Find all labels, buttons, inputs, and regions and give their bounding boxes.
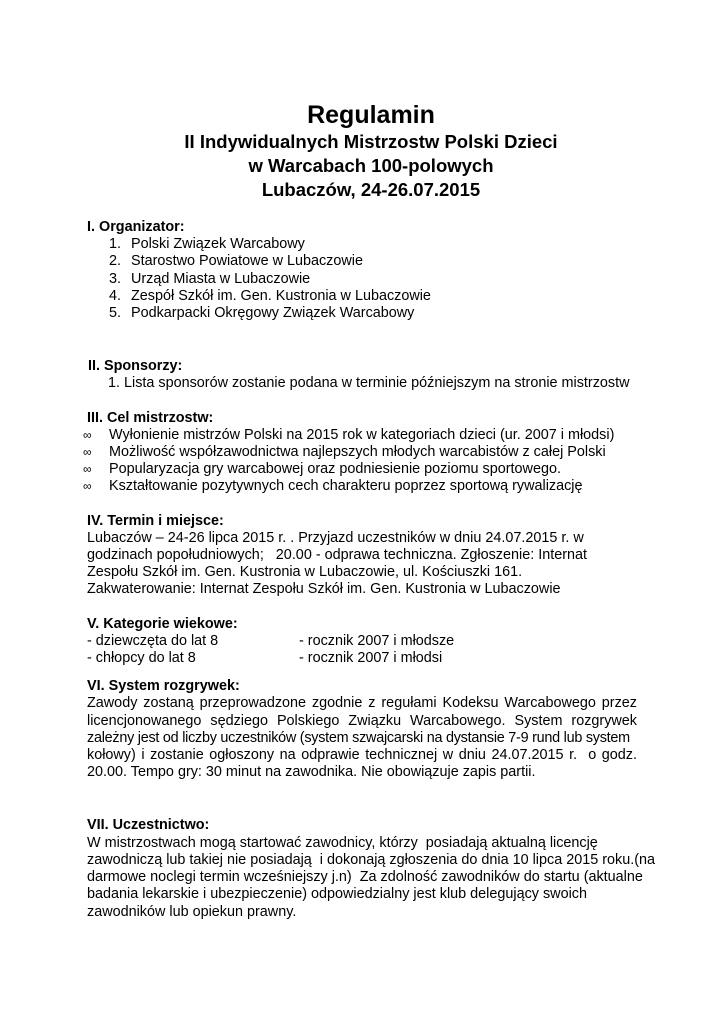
- item-number: 5.: [109, 305, 122, 322]
- text-line: Lubaczów – 24-26 lipca 2015 r. . Przyjazd uczestników w dniu 24.07.2015 r. w: [87, 529, 584, 546]
- organizer-list: [109, 236, 647, 322]
- text-line: 20.00. Tempo gry: 30 minut na zawodnika. Nie obowiązuje zapis partii.: [87, 764, 536, 781]
- text-line: W mistrzostwach mogą startować zawodnicy, którzy posiadają aktualną licencję: [87, 834, 598, 851]
- text-line: kołowy) i zostanie ogłoszony na odprawie technicznej w dniu 24.07.2015 r. o godz.: [87, 747, 637, 764]
- item-text: Urząd Miasta w Lubaczowie: [131, 270, 311, 287]
- infinity-bullet-icon: ∞: [83, 462, 92, 477]
- text-line: Zawody zostaną przeprowadzone zgodnie z regułami Kodeksu Warcabowego przez: [87, 695, 637, 712]
- item-number: 4.: [109, 287, 122, 304]
- list-item: [109, 305, 647, 322]
- category-name: - chłopcy do lat 8: [87, 650, 196, 667]
- document-title-block: [0, 100, 724, 202]
- category-year: - rocznik 2007 i młodsze: [299, 632, 455, 649]
- section-heading: IV. Termin i miejsce:: [87, 512, 224, 529]
- document-body: [83, 219, 656, 921]
- section-date-place: [87, 513, 647, 599]
- text-line: zależny jest od liczby uczestników (system szwajcarski na dystansie 7-9 rund lub system: [87, 729, 630, 746]
- text-line: Zakwaterowanie: Internat Zespołu Szkół im. Gen. Kustronia w Lubaczowie: [87, 581, 561, 598]
- item-text: Starostwo Powiatowe w Lubaczowie: [131, 253, 363, 270]
- section-system: [87, 678, 637, 781]
- item-number: 3.: [109, 270, 122, 287]
- list-item: [109, 288, 647, 305]
- section-age-categories: [87, 616, 647, 668]
- list-item: [83, 444, 647, 461]
- section-organizer: [87, 219, 647, 322]
- section-heading: II. Sponsorzy:: [88, 358, 183, 375]
- category-name: - dziewczęta do lat 8: [87, 632, 219, 649]
- subtitle-line: w Warcabach 100-polowych: [248, 155, 494, 176]
- category-row: [87, 650, 647, 667]
- list-item: [109, 271, 647, 288]
- infinity-bullet-icon: ∞: [83, 427, 92, 442]
- list-item: [83, 461, 647, 478]
- category-row: [87, 633, 647, 650]
- item-number: 2.: [109, 253, 122, 270]
- item-text: Zespół Szkół im. Gen. Kustronia w Lubaczowie: [131, 287, 431, 304]
- section-goal: [83, 409, 647, 496]
- section-heading: VI. System rozgrywek:: [87, 678, 240, 695]
- item-text: Możliwość współzawodnictwa najlepszych młodych warcabistów z całej Polski: [109, 444, 606, 461]
- item-text: Lista sponsorów zostanie podana w terminie późniejszym na stronie mistrzostw: [124, 375, 630, 392]
- item-text: Popularyzacja gry warcabowej oraz podniesienie poziomu sportowego.: [109, 461, 561, 478]
- goal-list: [83, 426, 647, 496]
- list-item: [109, 253, 647, 270]
- sponsors-list: [108, 375, 647, 392]
- text-line: zawodników lub opiekun prawny.: [87, 903, 297, 920]
- text-line: godzinach popołudniowych; 20.00 - odprawa techniczna. Zgłoszenie: Internat: [87, 547, 587, 564]
- list-item: [108, 375, 647, 392]
- item-text: Wyłonienie mistrzów Polski na 2015 rok w kategoriach dzieci (ur. 2007 i młodsi): [109, 426, 615, 443]
- section-heading: VII. Uczestnictwo:: [87, 817, 210, 834]
- section-participants: [87, 817, 656, 920]
- section-heading: III. Cel mistrzostw:: [87, 409, 214, 426]
- list-item: [83, 427, 647, 444]
- text-line: badania lekarskie i ubezpieczenie) odpowiedzialny jest klub delegujący swoich: [87, 886, 587, 903]
- section-heading: I. Organizator:: [87, 219, 185, 235]
- text-line: licencjonowanego sędziego Polskiego Związku Warcabowego. System rozgrywek: [87, 712, 637, 729]
- item-number: 1.: [109, 236, 122, 253]
- section-heading: V. Kategorie wiekowe:: [87, 615, 238, 632]
- text-line: Zespołu Szkół im. Gen. Kustronia w Lubaczowie, ul. Kościuszki 161.: [87, 564, 523, 581]
- document-title: Regulamin: [307, 101, 435, 129]
- infinity-bullet-icon: ∞: [83, 479, 92, 494]
- subtitle-line: Lubaczów, 24-26.07.2015: [261, 179, 481, 200]
- category-year: - rocznik 2007 i młodsi: [299, 650, 443, 667]
- item-number: 1.: [108, 375, 121, 392]
- text-line: zawodniczą lub takiej nie posiadają i dokonają zgłoszenia do dnia 10 lipca 2015 roku.(na: [87, 851, 656, 868]
- list-item: [83, 478, 647, 495]
- item-text: Kształtowanie pozytywnych cech charakteru poprzez sportową rywalizację: [109, 478, 583, 495]
- infinity-bullet-icon: ∞: [83, 445, 92, 460]
- list-item: [109, 236, 647, 253]
- subtitle-line: II Indywidualnych Mistrzostw Polski Dzieci: [184, 131, 558, 152]
- item-text: Podkarpacki Okręgowy Związek Warcabowy: [131, 305, 415, 322]
- section-sponsors: [88, 358, 647, 392]
- text-line: darmowe noclegi termin wcześniejszy j.n) Za zdolność zawodników do startu (aktualne: [87, 869, 643, 886]
- item-text: Polski Związek Warcabowy: [131, 236, 305, 253]
